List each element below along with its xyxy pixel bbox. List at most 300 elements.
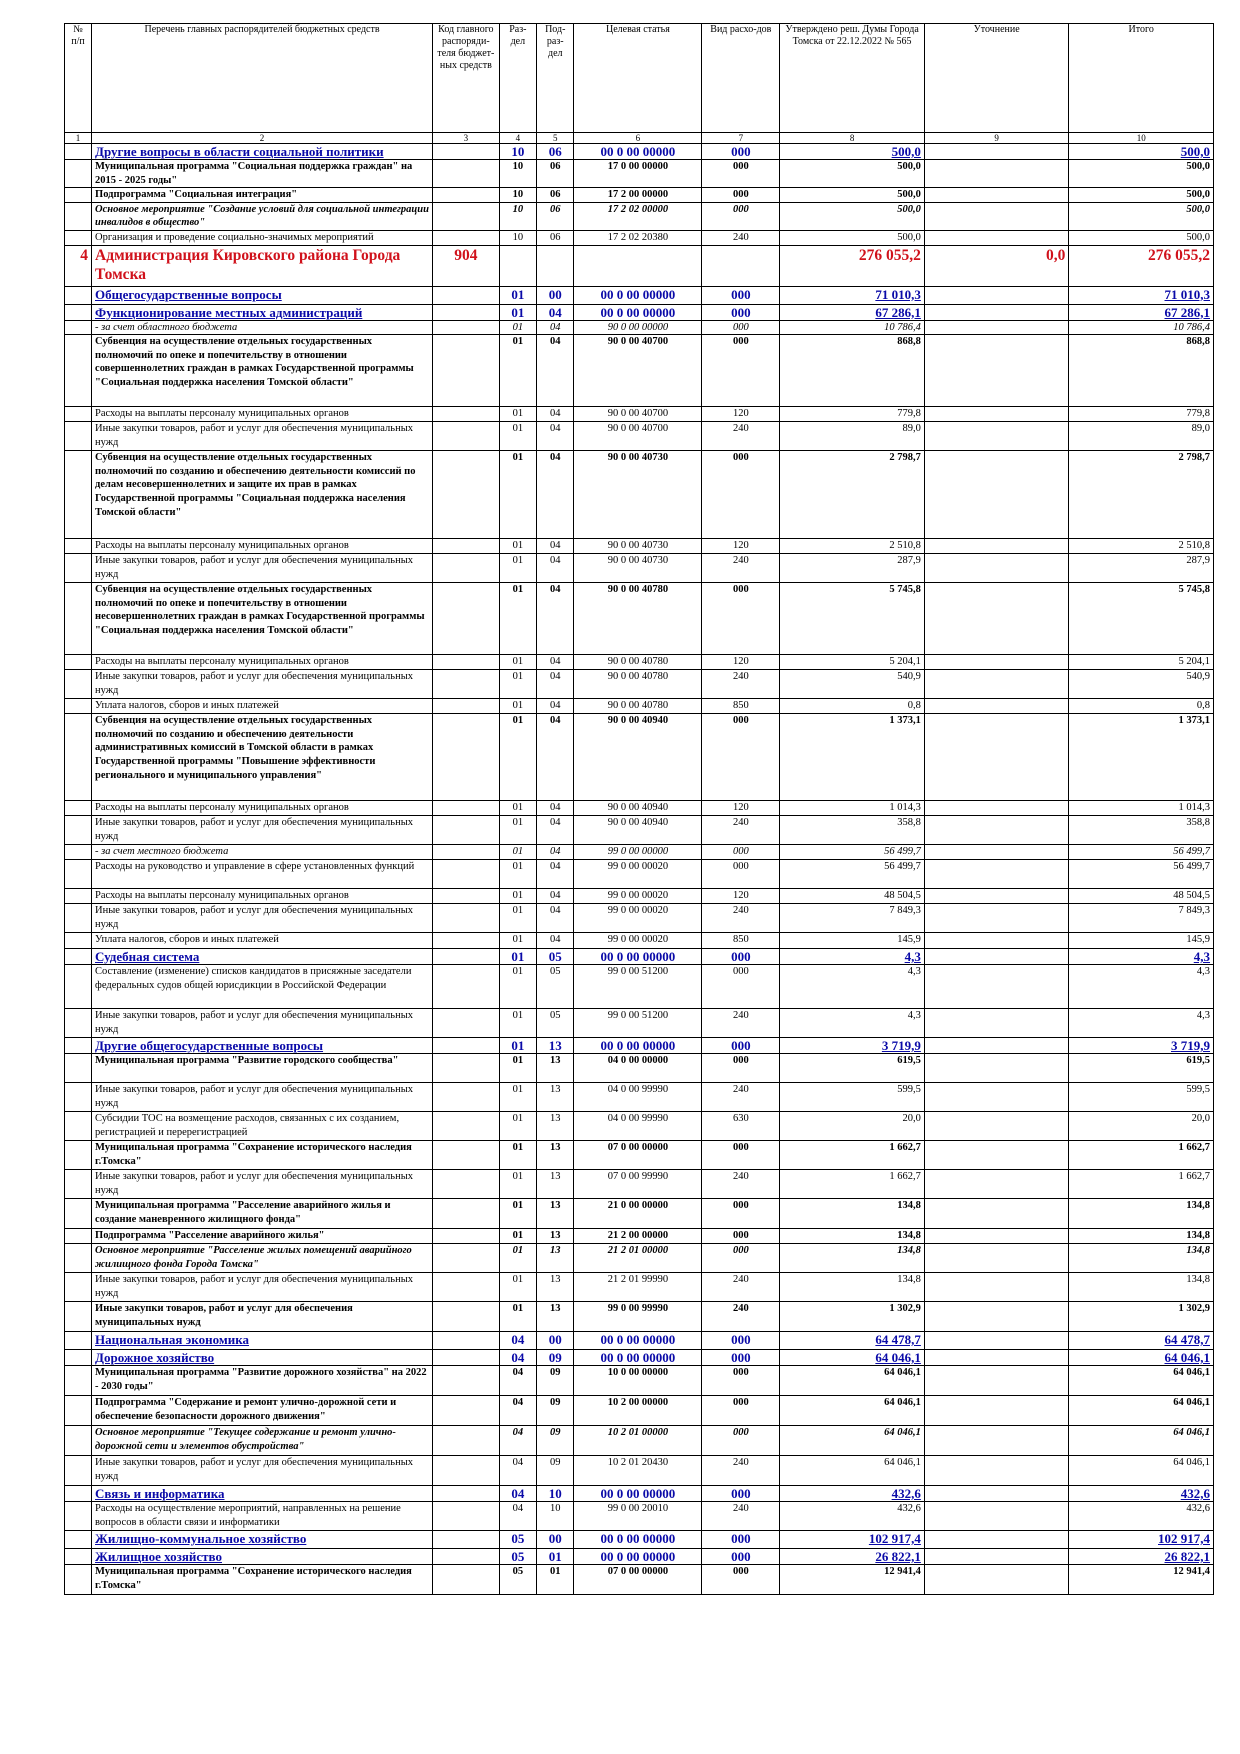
row-approved: 540,9 xyxy=(780,670,925,699)
row-total: 64 046,1 xyxy=(1069,1366,1214,1396)
row-code xyxy=(433,699,500,714)
row-approved: 4,3 xyxy=(780,1009,925,1038)
row-subsection: 04 xyxy=(537,335,574,407)
row-subsection: 13 xyxy=(537,1229,574,1244)
row-approved: 1 662,7 xyxy=(780,1141,925,1170)
row-name: Жилищное хозяйство xyxy=(92,1549,433,1565)
row-subsection: 01 xyxy=(537,1549,574,1565)
row-code xyxy=(433,1366,500,1396)
row-expense-type: 240 xyxy=(702,1456,780,1486)
row-expense-type: 240 xyxy=(702,1083,780,1112)
row-code xyxy=(433,1083,500,1112)
row-code xyxy=(433,1565,500,1595)
row-section: 01 xyxy=(499,816,536,845)
row-section: 05 xyxy=(499,1565,536,1595)
row-subsection: 04 xyxy=(537,655,574,670)
row-expense-type: 240 xyxy=(702,1302,780,1332)
row-adjustment xyxy=(924,1531,1069,1549)
row-number xyxy=(65,860,92,889)
row-code xyxy=(433,860,500,889)
row-code xyxy=(433,845,500,860)
row-adjustment xyxy=(924,904,1069,933)
row-number xyxy=(65,949,92,965)
row-total: 64 046,1 xyxy=(1069,1456,1214,1486)
row-adjustment xyxy=(924,1112,1069,1141)
row-code xyxy=(433,1456,500,1486)
row-section: 01 xyxy=(499,714,536,801)
row-name: Организация и проведение социально-значимых мероприятий xyxy=(92,230,433,245)
table-row xyxy=(65,1054,1214,1083)
row-subsection: 04 xyxy=(537,845,574,860)
row-name: Подпрограмма "Социальная интеграция" xyxy=(92,188,433,203)
row-subsection: 10 xyxy=(537,1486,574,1502)
row-adjustment xyxy=(924,160,1069,188)
row-adjustment xyxy=(924,539,1069,554)
row-total: 1 662,7 xyxy=(1069,1141,1214,1170)
row-number xyxy=(65,1426,92,1456)
row-name: Составление (изменение) списков кандидатов в присяжные заседатели федеральных судов общей юрисдикции в Российской Федерации xyxy=(92,965,433,1009)
row-total: 64 478,7 xyxy=(1069,1332,1214,1350)
row-adjustment xyxy=(924,1244,1069,1273)
table-row xyxy=(65,1350,1214,1366)
row-code xyxy=(433,1502,500,1531)
row-number xyxy=(65,554,92,583)
row-code xyxy=(433,1426,500,1456)
row-target-article: 17 2 00 00000 xyxy=(574,188,702,203)
row-code xyxy=(433,539,500,554)
row-total: 276 055,2 xyxy=(1069,245,1214,286)
row-code: 904 xyxy=(433,245,500,286)
row-code xyxy=(433,1396,500,1426)
row-code xyxy=(433,1273,500,1302)
row-name: Жилищно-коммунальное хозяйство xyxy=(92,1531,433,1549)
row-code xyxy=(433,1486,500,1502)
row-subsection: 04 xyxy=(537,407,574,422)
row-target-article: 00 0 00 00000 xyxy=(574,1531,702,1549)
row-number xyxy=(65,188,92,203)
row-approved: 500,0 xyxy=(780,188,925,203)
row-name: Другие вопросы в области социальной политики xyxy=(92,144,433,160)
row-adjustment xyxy=(924,889,1069,904)
row-expense-type: 240 xyxy=(702,554,780,583)
row-adjustment xyxy=(924,1426,1069,1456)
row-approved: 145,9 xyxy=(780,933,925,949)
table-row xyxy=(65,1229,1214,1244)
row-approved: 134,8 xyxy=(780,1229,925,1244)
row-target-article: 07 0 00 00000 xyxy=(574,1565,702,1595)
row-number: 4 xyxy=(65,245,92,286)
table-row xyxy=(65,539,1214,554)
row-code xyxy=(433,1038,500,1054)
row-approved: 500,0 xyxy=(780,160,925,188)
row-total: 145,9 xyxy=(1069,933,1214,949)
table-row xyxy=(65,1426,1214,1456)
row-adjustment: 0,0 xyxy=(924,245,1069,286)
row-adjustment xyxy=(924,699,1069,714)
table-row xyxy=(65,1009,1214,1038)
row-approved: 1 373,1 xyxy=(780,714,925,801)
table-row xyxy=(65,320,1214,335)
row-section: 04 xyxy=(499,1456,536,1486)
row-approved: 64 046,1 xyxy=(780,1350,925,1366)
row-name: Иные закупки товаров, работ и услуг для обеспечения муниципальных нужд xyxy=(92,904,433,933)
row-approved: 1 302,9 xyxy=(780,1302,925,1332)
row-target-article: 00 0 00 00000 xyxy=(574,1486,702,1502)
row-name: Субвенция на осуществление отдельных государственных полномочий по опеке и попечительству в отношении совершеннолетних граждан в рамках Государственной программы "Социальная поддержка населения Томской области" xyxy=(92,335,433,407)
row-adjustment xyxy=(924,422,1069,451)
row-total: 868,8 xyxy=(1069,335,1214,407)
row-total: 5 204,1 xyxy=(1069,655,1214,670)
row-target-article: 10 2 01 00000 xyxy=(574,1426,702,1456)
row-name: Подпрограмма "Содержание и ремонт улично-дорожной сети и обеспечение безопасности дорожного движения" xyxy=(92,1396,433,1426)
row-expense-type: 120 xyxy=(702,801,780,816)
row-target-article: 90 0 00 40700 xyxy=(574,407,702,422)
row-adjustment xyxy=(924,407,1069,422)
row-expense-type: 000 xyxy=(702,845,780,860)
row-approved: 134,8 xyxy=(780,1199,925,1229)
row-approved: 599,5 xyxy=(780,1083,925,1112)
row-subsection: 04 xyxy=(537,904,574,933)
row-total: 3 719,9 xyxy=(1069,1038,1214,1054)
row-number xyxy=(65,1332,92,1350)
row-approved: 56 499,7 xyxy=(780,860,925,889)
row-subsection: 04 xyxy=(537,320,574,335)
row-expense-type: 000 xyxy=(702,320,780,335)
row-approved: 134,8 xyxy=(780,1273,925,1302)
row-expense-type: 000 xyxy=(702,1366,780,1396)
row-expense-type: 000 xyxy=(702,1199,780,1229)
row-target-article: 90 0 00 40940 xyxy=(574,714,702,801)
row-target-article: 10 0 00 00000 xyxy=(574,1366,702,1396)
row-number xyxy=(65,1302,92,1332)
col-number: 3 xyxy=(433,133,500,144)
row-code xyxy=(433,1302,500,1332)
row-name: Субсидии ТОС на возмещение расходов, связанных с их созданием, регистрацией и перерегистрацией xyxy=(92,1112,433,1141)
row-subsection: 13 xyxy=(537,1141,574,1170)
row-section: 01 xyxy=(499,1302,536,1332)
row-expense-type: 000 xyxy=(702,1531,780,1549)
row-target-article: 07 0 00 99990 xyxy=(574,1170,702,1199)
row-number xyxy=(65,1565,92,1595)
row-name: Расходы на выплаты персоналу муниципальных органов xyxy=(92,889,433,904)
table-row xyxy=(65,1170,1214,1199)
row-subsection: 04 xyxy=(537,451,574,539)
table-row xyxy=(65,1038,1214,1054)
row-total: 540,9 xyxy=(1069,670,1214,699)
row-approved: 868,8 xyxy=(780,335,925,407)
row-section: 01 xyxy=(499,304,536,320)
row-target-article: 04 0 00 00000 xyxy=(574,1054,702,1083)
row-adjustment xyxy=(924,1302,1069,1332)
row-name: Уплата налогов, сборов и иных платежей xyxy=(92,933,433,949)
row-target-article: 17 2 02 20380 xyxy=(574,230,702,245)
row-section: 04 xyxy=(499,1396,536,1426)
row-adjustment xyxy=(924,801,1069,816)
row-section: 01 xyxy=(499,554,536,583)
row-approved: 2 798,7 xyxy=(780,451,925,539)
row-name: - за счет местного бюджета xyxy=(92,845,433,860)
row-section: 01 xyxy=(499,320,536,335)
row-total: 48 504,5 xyxy=(1069,889,1214,904)
row-adjustment xyxy=(924,1549,1069,1565)
col-number: 5 xyxy=(537,133,574,144)
row-target-article: 04 0 00 99990 xyxy=(574,1083,702,1112)
row-total: 500,0 xyxy=(1069,202,1214,230)
row-total: 89,0 xyxy=(1069,422,1214,451)
row-total: 64 046,1 xyxy=(1069,1350,1214,1366)
row-expense-type: 120 xyxy=(702,655,780,670)
row-name: Иные закупки товаров, работ и услуг для обеспечения муниципальных нужд xyxy=(92,1456,433,1486)
row-adjustment xyxy=(924,583,1069,655)
row-subsection: 04 xyxy=(537,714,574,801)
row-approved: 7 849,3 xyxy=(780,904,925,933)
row-target-article: 04 0 00 99990 xyxy=(574,1112,702,1141)
row-total: 5 745,8 xyxy=(1069,583,1214,655)
row-section: 04 xyxy=(499,1332,536,1350)
table-row xyxy=(65,407,1214,422)
row-total: 1 662,7 xyxy=(1069,1170,1214,1199)
row-number xyxy=(65,1054,92,1083)
row-section: 01 xyxy=(499,286,536,304)
row-section: 01 xyxy=(499,1112,536,1141)
row-approved: 4,3 xyxy=(780,965,925,1009)
row-approved: 64 046,1 xyxy=(780,1426,925,1456)
row-adjustment xyxy=(924,670,1069,699)
table-row xyxy=(65,230,1214,245)
row-total: 432,6 xyxy=(1069,1486,1214,1502)
row-adjustment xyxy=(924,1141,1069,1170)
table-row xyxy=(65,860,1214,889)
row-number xyxy=(65,801,92,816)
row-name: Дорожное хозяйство xyxy=(92,1350,433,1366)
row-name: Расходы на выплаты персоналу муниципальных органов xyxy=(92,801,433,816)
row-code xyxy=(433,583,500,655)
row-total: 134,8 xyxy=(1069,1244,1214,1273)
row-section: 01 xyxy=(499,1244,536,1273)
row-name: Расходы на руководство и управление в сфере установленных функций xyxy=(92,860,433,889)
row-section: 01 xyxy=(499,965,536,1009)
row-approved: 102 917,4 xyxy=(780,1531,925,1549)
table-row xyxy=(65,144,1214,160)
row-subsection: 09 xyxy=(537,1350,574,1366)
row-name: Субвенция на осуществление отдельных государственных полномочий по созданию и обеспечению деятельности комиссий по делам несовершеннолетних и защите их прав в рамках Государственной программы "Социальная поддержка населения Томской области" xyxy=(92,451,433,539)
row-total: 2 798,7 xyxy=(1069,451,1214,539)
row-total: 134,8 xyxy=(1069,1199,1214,1229)
row-approved: 500,0 xyxy=(780,144,925,160)
row-number xyxy=(65,1456,92,1486)
row-target-article: 21 0 00 00000 xyxy=(574,1199,702,1229)
row-section: 01 xyxy=(499,422,536,451)
row-name: Уплата налогов, сборов и иных платежей xyxy=(92,699,433,714)
row-adjustment xyxy=(924,816,1069,845)
table-row xyxy=(65,422,1214,451)
row-code xyxy=(433,714,500,801)
row-expense-type: 240 xyxy=(702,230,780,245)
row-code xyxy=(433,816,500,845)
row-adjustment xyxy=(924,451,1069,539)
row-code xyxy=(433,286,500,304)
row-subsection: 13 xyxy=(537,1244,574,1273)
row-expense-type: 000 xyxy=(702,714,780,801)
row-expense-type: 000 xyxy=(702,949,780,965)
row-adjustment xyxy=(924,1350,1069,1366)
row-expense-type: 000 xyxy=(702,286,780,304)
row-approved: 5 204,1 xyxy=(780,655,925,670)
row-target-article: 21 2 01 00000 xyxy=(574,1244,702,1273)
row-adjustment xyxy=(924,1366,1069,1396)
row-approved: 287,9 xyxy=(780,554,925,583)
row-subsection: 05 xyxy=(537,949,574,965)
row-adjustment xyxy=(924,202,1069,230)
row-code xyxy=(433,1009,500,1038)
table-row xyxy=(65,655,1214,670)
row-target-article: 99 0 00 00020 xyxy=(574,889,702,904)
row-subsection: 13 xyxy=(537,1273,574,1302)
row-subsection: 13 xyxy=(537,1112,574,1141)
row-number xyxy=(65,1396,92,1426)
row-subsection: 06 xyxy=(537,230,574,245)
row-target-article: 90 0 00 40730 xyxy=(574,539,702,554)
row-target-article: 99 0 00 00000 xyxy=(574,845,702,860)
row-section: 01 xyxy=(499,335,536,407)
row-approved: 20,0 xyxy=(780,1112,925,1141)
table-row xyxy=(65,1531,1214,1549)
row-subsection: 13 xyxy=(537,1302,574,1332)
row-code xyxy=(433,1199,500,1229)
row-total: 134,8 xyxy=(1069,1229,1214,1244)
table-row xyxy=(65,1502,1214,1531)
row-section: 01 xyxy=(499,933,536,949)
header-expense-type: Вид расхо-дов xyxy=(702,24,780,133)
row-code xyxy=(433,1350,500,1366)
row-section: 01 xyxy=(499,1273,536,1302)
row-number xyxy=(65,1112,92,1141)
row-adjustment xyxy=(924,1199,1069,1229)
row-section: 04 xyxy=(499,1426,536,1456)
row-name: Основное мероприятие "Создание условий для социальной интеграции инвалидов в общество" xyxy=(92,202,433,230)
row-number xyxy=(65,1350,92,1366)
row-expense-type: 240 xyxy=(702,422,780,451)
row-number xyxy=(65,160,92,188)
row-number xyxy=(65,965,92,1009)
row-target-article: 07 0 00 00000 xyxy=(574,1141,702,1170)
row-expense-type: 630 xyxy=(702,1112,780,1141)
row-approved: 358,8 xyxy=(780,816,925,845)
row-number xyxy=(65,904,92,933)
row-subsection: 04 xyxy=(537,933,574,949)
row-adjustment xyxy=(924,144,1069,160)
row-section: 01 xyxy=(499,1199,536,1229)
row-target-article: 90 0 00 40780 xyxy=(574,655,702,670)
row-expense-type: 000 xyxy=(702,1350,780,1366)
row-section: 10 xyxy=(499,144,536,160)
row-target-article: 00 0 00 00000 xyxy=(574,286,702,304)
row-code xyxy=(433,670,500,699)
row-code xyxy=(433,1229,500,1244)
row-code xyxy=(433,889,500,904)
row-approved: 619,5 xyxy=(780,1054,925,1083)
row-number xyxy=(65,1009,92,1038)
row-target-article: 99 0 00 51200 xyxy=(574,965,702,1009)
table-row xyxy=(65,1456,1214,1486)
table-row xyxy=(65,1332,1214,1350)
row-total: 56 499,7 xyxy=(1069,860,1214,889)
row-name: Муниципальная программа "Социальная поддержка граждан" на 2015 - 2025 годы" xyxy=(92,160,433,188)
row-expense-type: 120 xyxy=(702,889,780,904)
row-expense-type: 850 xyxy=(702,933,780,949)
row-approved: 26 822,1 xyxy=(780,1549,925,1565)
row-subsection: 06 xyxy=(537,202,574,230)
row-adjustment xyxy=(924,1456,1069,1486)
header-number: № п/п xyxy=(65,24,92,133)
row-total: 619,5 xyxy=(1069,1054,1214,1083)
row-approved: 64 046,1 xyxy=(780,1396,925,1426)
row-adjustment xyxy=(924,655,1069,670)
row-number xyxy=(65,144,92,160)
row-total: 67 286,1 xyxy=(1069,304,1214,320)
row-adjustment xyxy=(924,1038,1069,1054)
row-code xyxy=(433,933,500,949)
table-row xyxy=(65,1396,1214,1426)
row-name: Функционирование местных администраций xyxy=(92,304,433,320)
row-code xyxy=(433,335,500,407)
row-total: 7 849,3 xyxy=(1069,904,1214,933)
row-total: 0,8 xyxy=(1069,699,1214,714)
row-adjustment xyxy=(924,188,1069,203)
row-adjustment xyxy=(924,949,1069,965)
row-section: 01 xyxy=(499,699,536,714)
row-section: 01 xyxy=(499,451,536,539)
row-target-article: 90 0 00 40700 xyxy=(574,335,702,407)
row-subsection: 04 xyxy=(537,801,574,816)
row-expense-type: 000 xyxy=(702,160,780,188)
row-subsection: 00 xyxy=(537,1531,574,1549)
row-name: Муниципальная программа "Сохранение исторического наследия г.Томска" xyxy=(92,1141,433,1170)
row-subsection: 04 xyxy=(537,304,574,320)
row-adjustment xyxy=(924,965,1069,1009)
row-section: 04 xyxy=(499,1502,536,1531)
row-number xyxy=(65,933,92,949)
row-code xyxy=(433,144,500,160)
header-distributors: Перечень главных распорядителей бюджетных средств xyxy=(92,24,433,133)
row-total: 500,0 xyxy=(1069,144,1214,160)
row-expense-type: 000 xyxy=(702,1486,780,1502)
row-total: 4,3 xyxy=(1069,1009,1214,1038)
row-approved: 12 941,4 xyxy=(780,1565,925,1595)
row-number xyxy=(65,1170,92,1199)
row-section: 01 xyxy=(499,889,536,904)
row-subsection: 04 xyxy=(537,583,574,655)
row-number xyxy=(65,1229,92,1244)
row-name: Судебная система xyxy=(92,949,433,965)
col-number: 7 xyxy=(702,133,780,144)
row-subsection: 13 xyxy=(537,1083,574,1112)
row-subsection: 04 xyxy=(537,554,574,583)
row-subsection: 09 xyxy=(537,1366,574,1396)
row-name: Иные закупки товаров, работ и услуг для обеспечения муниципальных нужд xyxy=(92,1170,433,1199)
row-section: 01 xyxy=(499,583,536,655)
row-total: 2 510,8 xyxy=(1069,539,1214,554)
row-approved: 3 719,9 xyxy=(780,1038,925,1054)
row-name: Общегосударственные вопросы xyxy=(92,286,433,304)
row-target-article: 90 0 00 40780 xyxy=(574,699,702,714)
row-adjustment xyxy=(924,1396,1069,1426)
row-number xyxy=(65,889,92,904)
row-adjustment xyxy=(924,860,1069,889)
col-number: 9 xyxy=(924,133,1069,144)
row-subsection: 13 xyxy=(537,1170,574,1199)
row-total: 20,0 xyxy=(1069,1112,1214,1141)
